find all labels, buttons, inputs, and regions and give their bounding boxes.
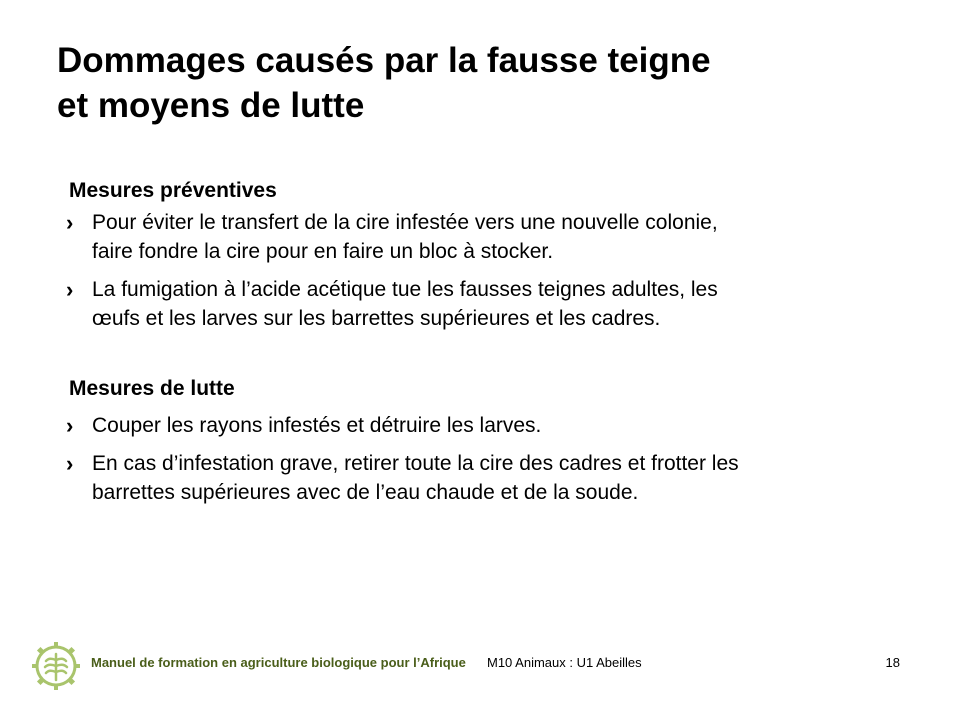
bullet-chevron-icon: › — [66, 210, 74, 235]
bullet-chevron-icon: › — [66, 413, 74, 438]
slide-title-line-2: et moyens de lutte — [57, 86, 365, 125]
footer-manual-title: Manuel de formation en agriculture biologique pour l’Afrique — [91, 655, 466, 670]
bullet-chevron-icon: › — [66, 451, 74, 476]
organic-agriculture-leaf-logo-icon — [30, 640, 82, 692]
bullet-line-1: Couper les rayons infestés et détruire les larves. — [92, 414, 542, 437]
bullet-control-1 — [66, 411, 866, 440]
bullet-line-2: œufs et les larves sur les barrettes supérieures et les cadres. — [92, 307, 661, 330]
footer-module-label: M10 Animaux : U1 Abeilles — [487, 655, 642, 670]
bullet-text — [92, 208, 866, 266]
bullet-line-1: La fumigation à l’acide acétique tue les fausses teignes adultes, les — [92, 278, 718, 301]
bullet-text — [92, 449, 866, 507]
section-heading-preventive: Mesures préventives — [69, 179, 277, 202]
bullet-preventive-2 — [66, 275, 866, 333]
slide-title-line-1: Dommages causés par la fausse teigne — [57, 41, 711, 80]
bullet-line-1: En cas d’infestation grave, retirer toute la cire des cadres et frotter les — [92, 452, 739, 475]
bullet-preventive-1 — [66, 208, 866, 266]
bullet-chevron-icon: › — [66, 277, 74, 302]
bullet-line-2: barrettes supérieures avec de l’eau chaude et de la soude. — [92, 481, 639, 504]
bullet-line-1: Pour éviter le transfert de la cire infestée vers une nouvelle colonie, — [92, 211, 718, 234]
footer-page-number: 18 — [885, 655, 900, 670]
section-heading-control: Mesures de lutte — [69, 377, 235, 400]
bullet-text — [92, 411, 866, 440]
bullet-line-2: faire fondre la cire pour en faire un bloc à stocker. — [92, 240, 554, 263]
bullet-control-2 — [66, 449, 866, 507]
bullet-text — [92, 275, 866, 333]
slide-title — [57, 38, 917, 128]
